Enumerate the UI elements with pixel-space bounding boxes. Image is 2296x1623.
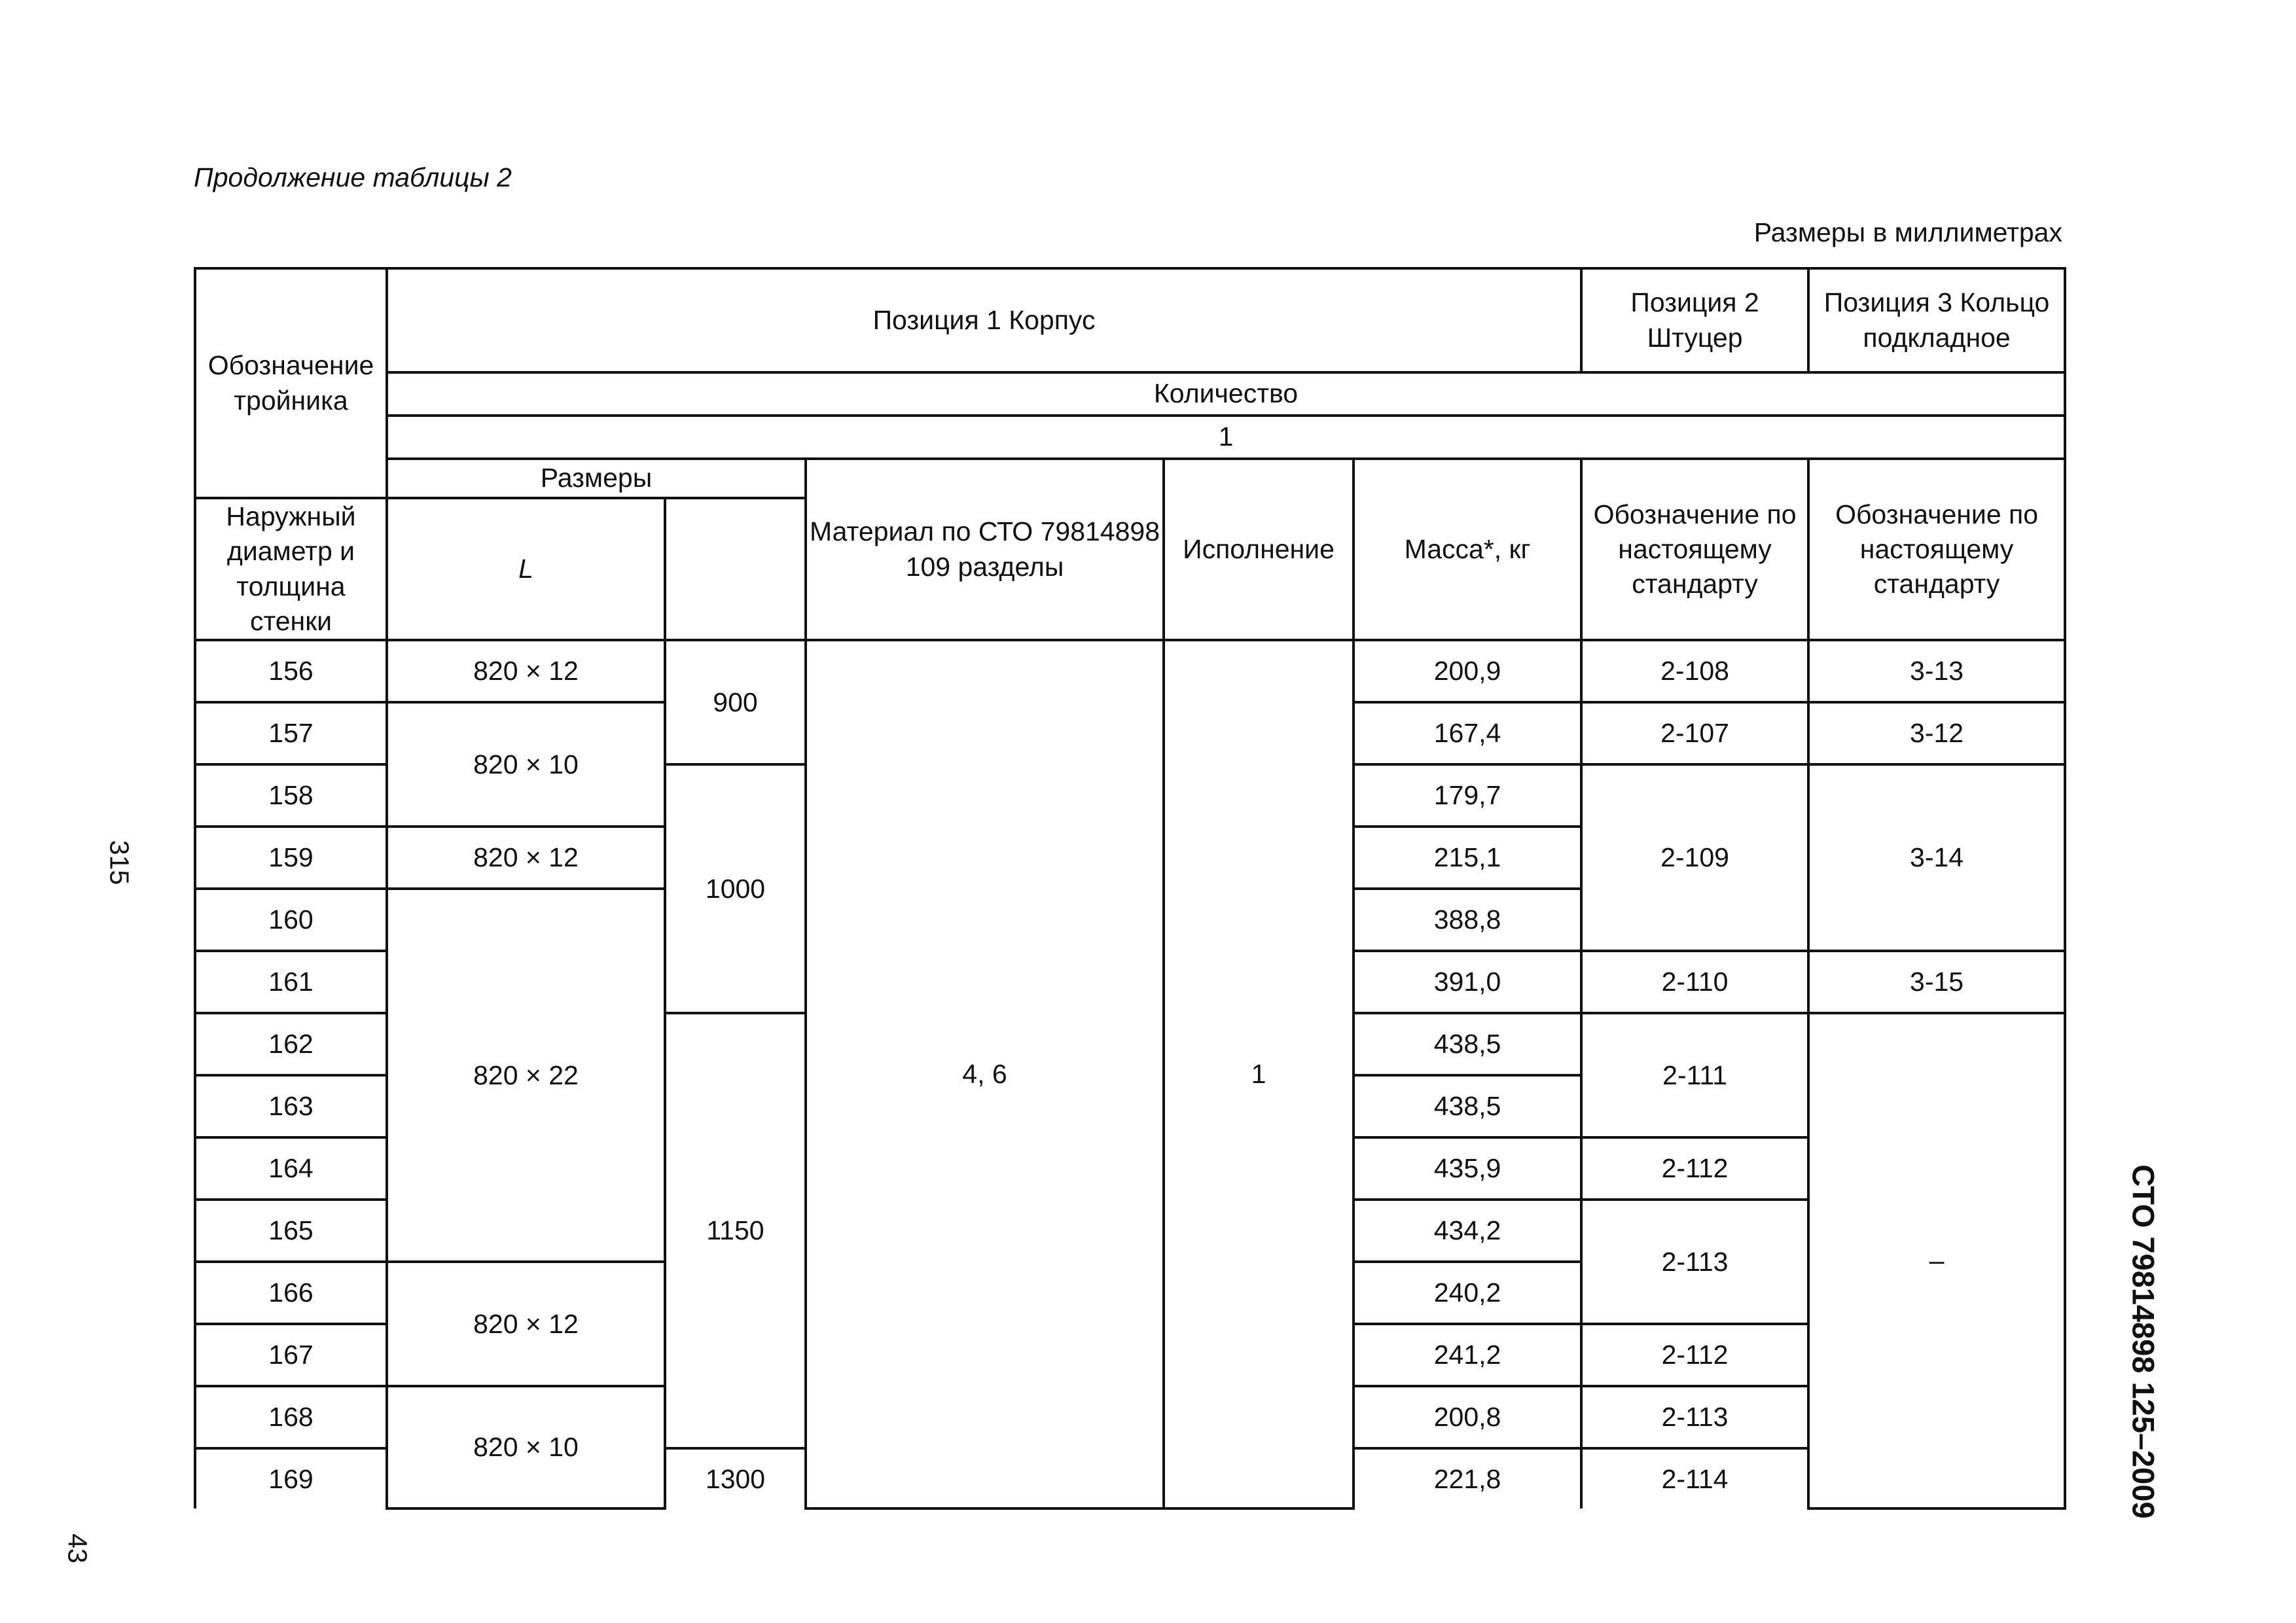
header-outer-diameter: Наружный диаметр и толщина стенки: [195, 498, 387, 640]
pos2-cell: 2-113: [1581, 1386, 1808, 1448]
length-cell: 900: [665, 640, 806, 764]
header-position2: Позиция 2 Штуцер: [1581, 268, 1808, 372]
pos3-cell: 3-14: [1808, 764, 2065, 951]
row-id: 158: [195, 764, 387, 827]
mass-cell: 240,2: [1354, 1262, 1581, 1324]
row-id: 163: [195, 1075, 387, 1137]
mass-cell: 215,1: [1354, 827, 1581, 889]
mass-cell: 200,9: [1354, 640, 1581, 702]
side-page-number: 315: [104, 840, 135, 885]
header-position3: Позиция 3 Кольцо подкладное: [1808, 268, 2065, 372]
row-id: 166: [195, 1262, 387, 1324]
pos2-cell: 2-112: [1581, 1137, 1808, 1200]
pos2-cell: 2-108: [1581, 640, 1808, 702]
pos2-cell: 2-109: [1581, 764, 1808, 951]
diameter-cell: 820 × 12: [387, 827, 665, 889]
length-cell: 1300: [665, 1448, 806, 1508]
tee-table: [194, 267, 2066, 1510]
pos3-cell: 3-13: [1808, 640, 2065, 702]
units-note: Размеры в миллиметрах: [1753, 217, 2062, 247]
header-pos3-designation: Обозначение по настоящему стандарту: [1808, 459, 2065, 640]
mass-cell: 388,8: [1354, 889, 1581, 951]
pos2-cell: 2-107: [1581, 702, 1808, 764]
header-mass: Масса*, кг: [1354, 459, 1581, 640]
header-position1: Позиция 1 Корпус: [387, 268, 1581, 372]
mass-cell: 179,7: [1354, 764, 1581, 827]
mass-cell: 435,9: [1354, 1137, 1581, 1200]
mass-cell: 438,5: [1354, 1013, 1581, 1075]
pos2-cell: 2-111: [1581, 1013, 1808, 1137]
row-id: 169: [195, 1448, 387, 1508]
header-dimensions: Размеры: [387, 459, 806, 498]
material-cell: 4, 6: [806, 640, 1164, 1508]
document-code: СТО 79814898 125–2009: [2126, 1164, 2161, 1519]
mass-cell: 221,8: [1354, 1448, 1581, 1508]
mass-cell: 391,0: [1354, 951, 1581, 1013]
diameter-cell: 820 × 10: [387, 702, 665, 827]
diameter-cell: 820 × 12: [387, 640, 665, 702]
page-number: 43: [62, 1533, 93, 1563]
mass-cell: 167,4: [1354, 702, 1581, 764]
row-id: 165: [195, 1200, 387, 1262]
mass-cell: 241,2: [1354, 1324, 1581, 1386]
pos3-cell: 3-12: [1808, 702, 2065, 764]
header-length: L: [387, 498, 665, 640]
header-pos2-designation: Обозначение по настоящему стандарту: [1581, 459, 1808, 640]
pos2-cell: 2-112: [1581, 1324, 1808, 1386]
length-cell: 1150: [665, 1013, 806, 1448]
length-cell: 1000: [665, 764, 806, 1013]
header-execution: Исполнение: [1164, 459, 1354, 640]
row-id: 164: [195, 1137, 387, 1200]
diameter-cell: 820 × 12: [387, 1262, 665, 1386]
row-id: 156: [195, 640, 387, 702]
header-quantity-value: 1: [387, 416, 2065, 459]
row-id: 161: [195, 951, 387, 1013]
table-row: [195, 640, 2065, 702]
mass-cell: 200,8: [1354, 1386, 1581, 1448]
diameter-cell: 820 × 10: [387, 1386, 665, 1508]
row-id: 167: [195, 1324, 387, 1386]
table-caption: Продолжение таблицы 2: [194, 162, 512, 192]
pos2-cell: 2-113: [1581, 1200, 1808, 1324]
mass-cell: 438,5: [1354, 1075, 1581, 1137]
header-designation: Обозначение тройника: [195, 268, 387, 498]
row-id: 160: [195, 889, 387, 951]
header-quantity-label: Количество: [387, 372, 2065, 416]
pos3-cell: –: [1808, 1013, 2065, 1508]
row-id: 157: [195, 702, 387, 764]
pos2-cell: 2-110: [1581, 951, 1808, 1013]
execution-cell: 1: [1164, 640, 1354, 1508]
pos2-cell: 2-114: [1581, 1448, 1808, 1508]
mass-cell: 434,2: [1354, 1200, 1581, 1262]
pos3-cell: 3-15: [1808, 951, 2065, 1013]
header-material: Материал по СТО 79814898 109 разделы: [806, 459, 1164, 640]
diameter-cell: 820 × 22: [387, 889, 665, 1262]
row-id: 168: [195, 1386, 387, 1448]
row-id: 159: [195, 827, 387, 889]
row-id: 162: [195, 1013, 387, 1075]
